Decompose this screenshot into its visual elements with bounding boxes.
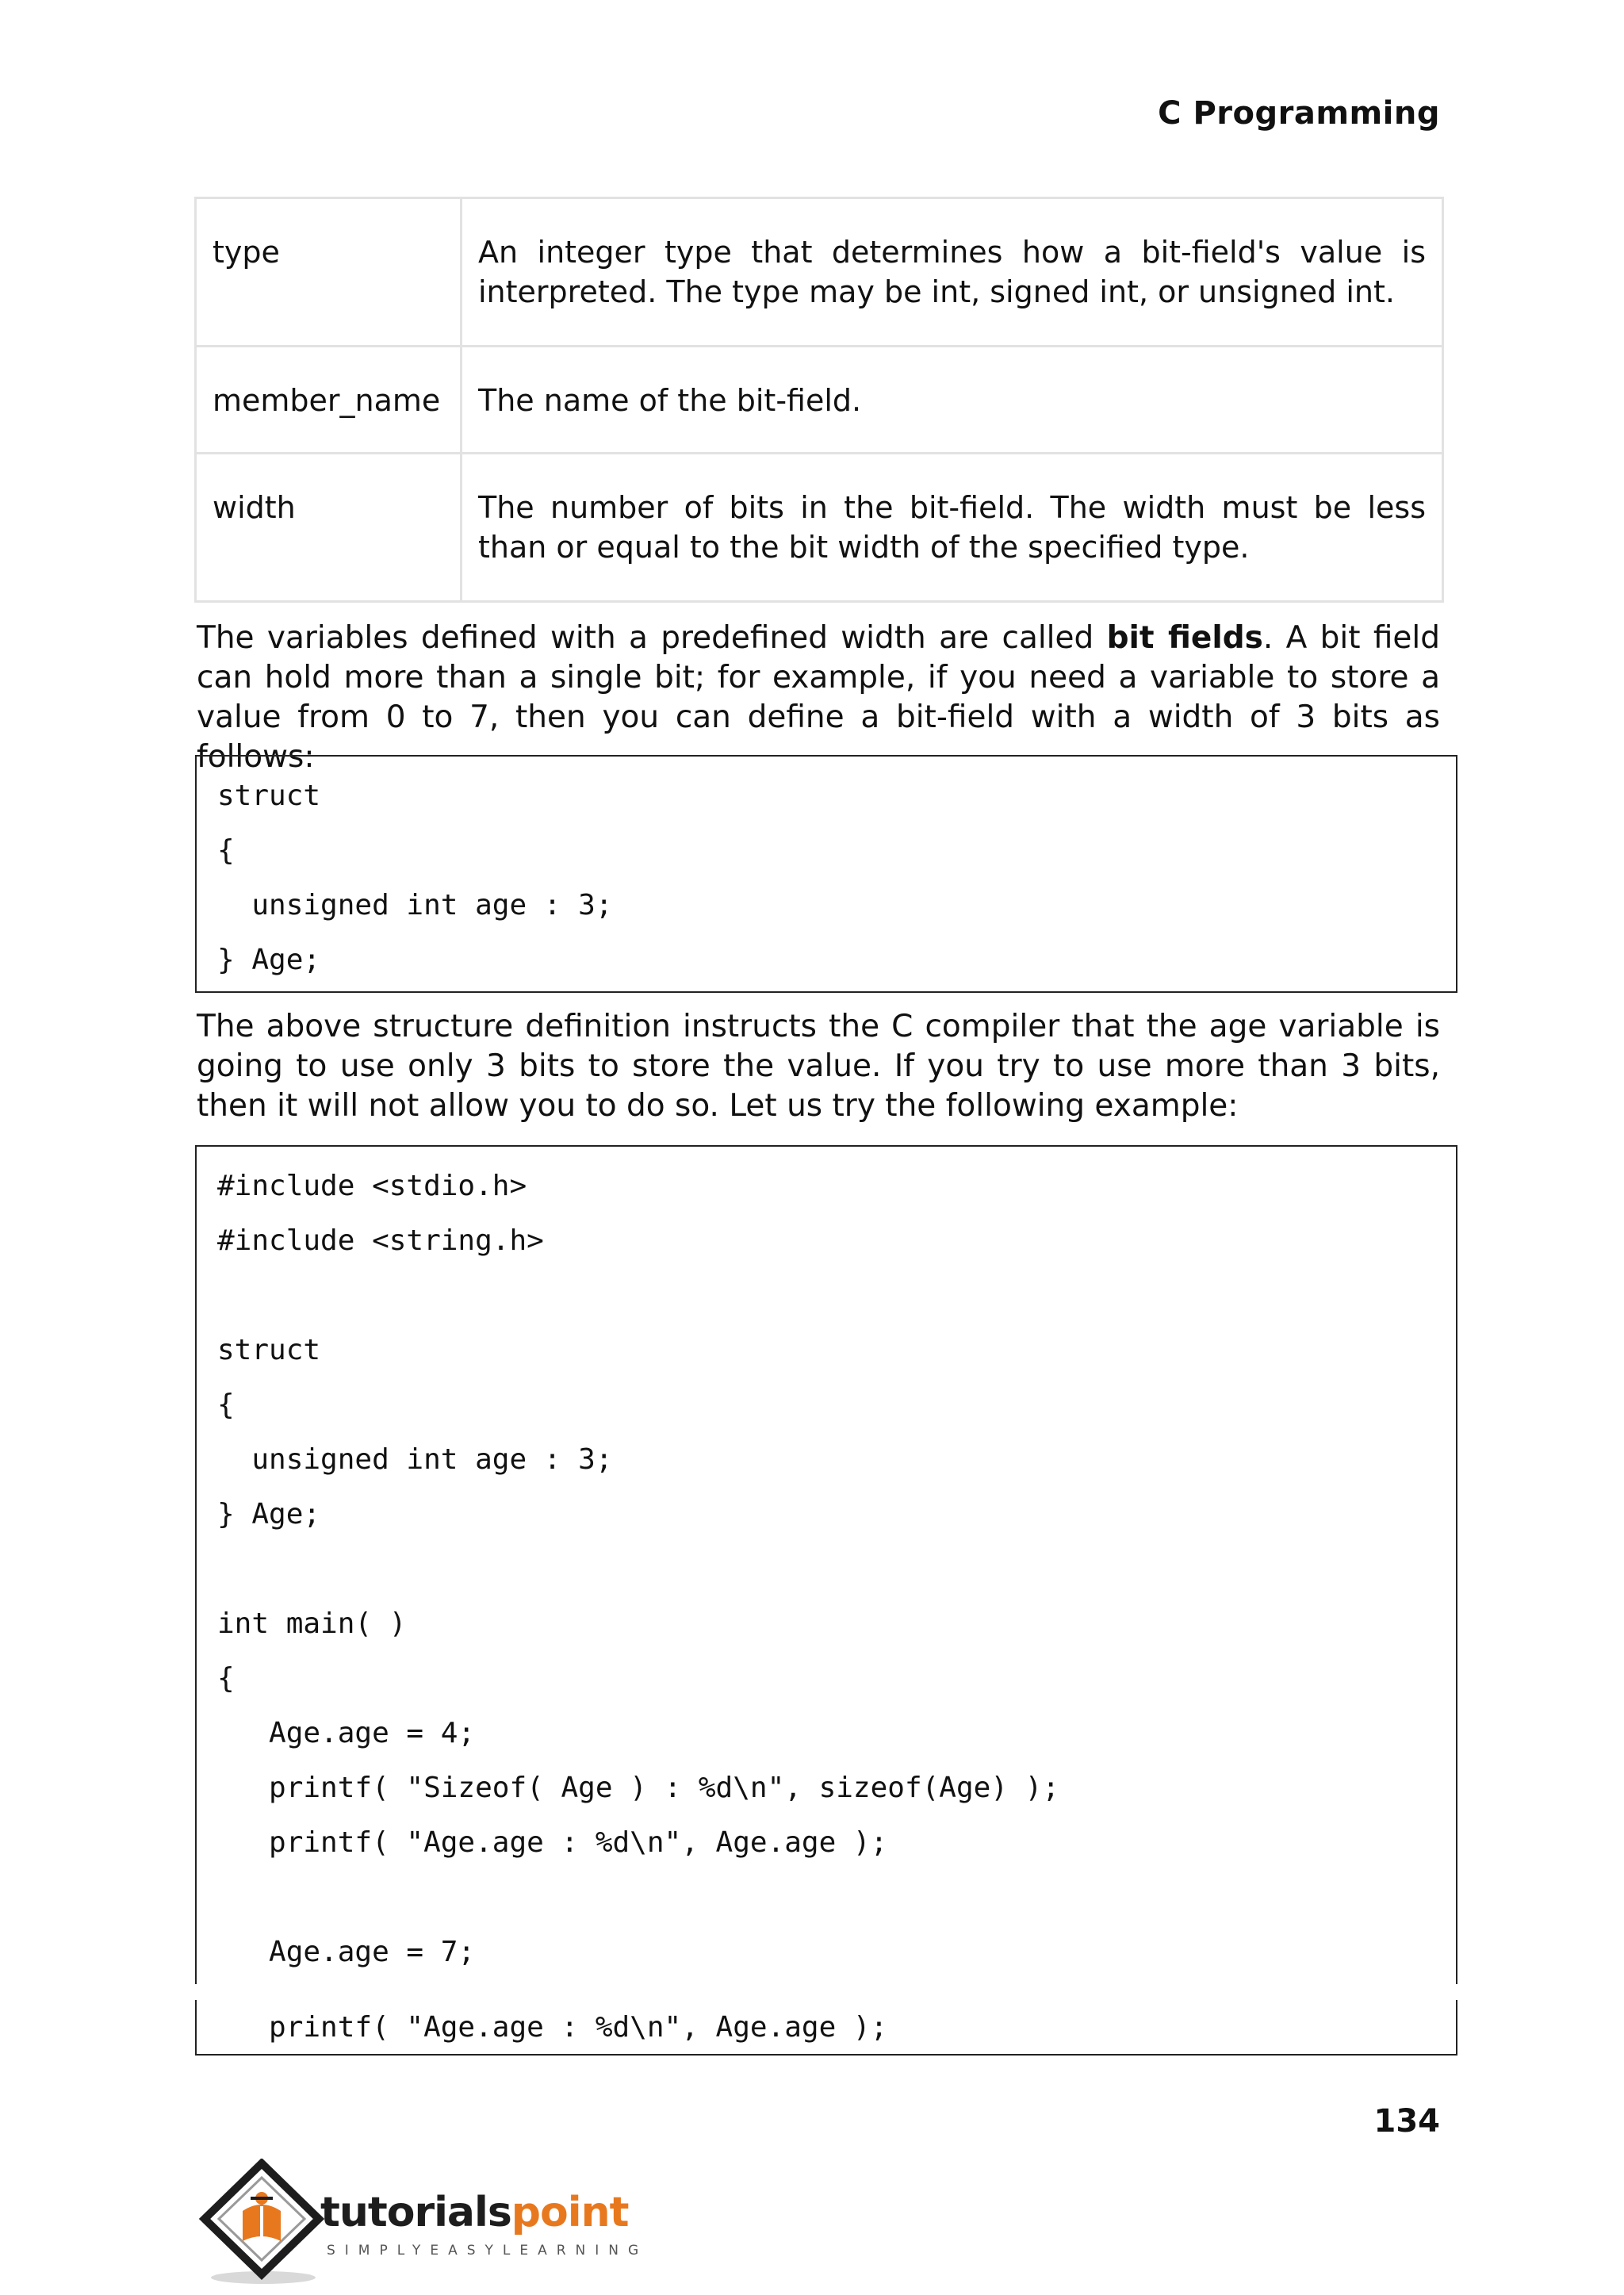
- table-row: [196, 454, 1443, 602]
- code-line: printf( "Age.age : %d\n", Age.age );: [217, 1826, 888, 1859]
- code-line: int main( ): [217, 1607, 407, 1640]
- tutorialspoint-logo-mark-icon: [195, 2159, 330, 2285]
- param-name-cell: type: [196, 198, 462, 347]
- code-block-struct: [195, 755, 1457, 993]
- running-header-title: C Programming: [1158, 95, 1440, 132]
- code-line: struct: [217, 780, 321, 812]
- page-number: 134: [1373, 2103, 1440, 2140]
- param-name-cell: member_name: [196, 347, 462, 454]
- code-line: Age.age = 7;: [217, 1936, 476, 1968]
- logo-word-tutorials: tutorials: [320, 2189, 511, 2236]
- logo-wordmark: [320, 2189, 629, 2236]
- code-line: {: [217, 1389, 235, 1421]
- para-text: . A bit field can hold more than a single bit; for example, if you need a variable to store a value from 0 to 7, then you can define a bit-field with a width of 3 bits as follows:: [197, 620, 1440, 775]
- param-name-cell: width: [196, 454, 462, 602]
- code-block-example: [195, 1145, 1457, 1984]
- code-line: {: [217, 1662, 235, 1695]
- code-line: #include <string.h>: [217, 1224, 544, 1257]
- code-line: unsigned int age : 3;: [217, 1443, 613, 1476]
- logo-word-point: point: [511, 2189, 629, 2236]
- tutorialspoint-logo: [195, 2159, 649, 2285]
- table-row: [196, 198, 1443, 347]
- code-line: [217, 1870, 1435, 1925]
- code-line: {: [217, 834, 235, 867]
- code-line: struct: [217, 1334, 321, 1366]
- code-line: } Age;: [217, 1498, 321, 1531]
- para-text: The variables defined with a predefined width are called: [197, 620, 1107, 656]
- param-desc-cell: The number of bits in the bit-field. The width must be less than or equal to the bit width of the specified type.: [462, 454, 1443, 602]
- logo-tagline: SIMPLYEASYLEARNING: [327, 2243, 649, 2259]
- structure-explanation-paragraph: The above structure definition instructs the C compiler that the age variable is going to use only 3 bits to store the value. If you try to use more than 3 bits, then it will not allow you to do so. Let us try the following example:: [197, 1009, 1440, 1124]
- bit-field-parameter-table: [194, 197, 1444, 603]
- code-line: #include <stdio.h>: [217, 1170, 527, 1202]
- code-line: printf( "Sizeof( Age ) : %d\n", sizeof(Age) );: [217, 1772, 1060, 1804]
- code-block-continued: [195, 2000, 1457, 2056]
- code-line: unsigned int age : 3;: [217, 889, 613, 921]
- param-desc-cell: The name of the bit-field.: [462, 347, 1443, 454]
- code-line: [217, 1268, 1435, 1323]
- code-line: Age.age = 4;: [217, 1717, 476, 1749]
- bit-fields-paragraph: [197, 619, 1440, 777]
- param-desc-cell: An integer type that determines how a bit-field's value is interpreted. The type may be int, signed int, or unsigned int.: [462, 198, 1443, 347]
- code-line: printf( "Age.age : %d\n", Age.age );: [217, 2011, 888, 2044]
- code-line: [217, 1542, 1435, 1596]
- code-line: } Age;: [217, 944, 321, 976]
- table-row: [196, 347, 1443, 454]
- bold-term: bit fields: [1106, 620, 1263, 656]
